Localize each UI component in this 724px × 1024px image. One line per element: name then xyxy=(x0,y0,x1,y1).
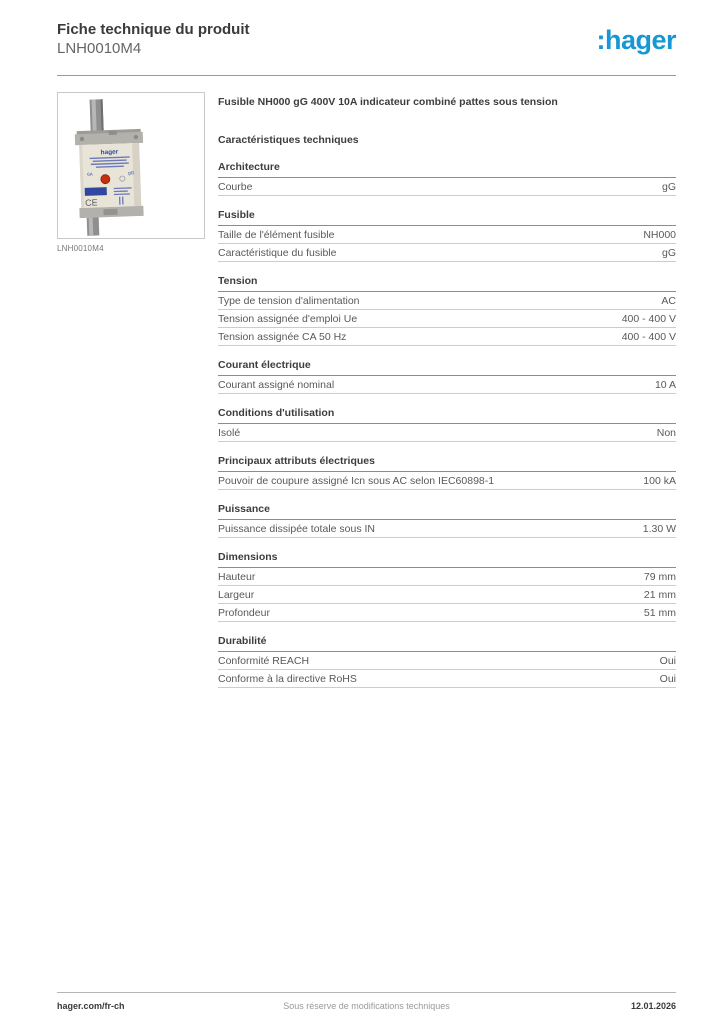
section-rows xyxy=(218,424,676,442)
spec-row xyxy=(218,586,676,604)
section-rows xyxy=(218,376,676,394)
section-rows xyxy=(218,472,676,490)
fuse-illustration xyxy=(58,93,204,238)
spec-row xyxy=(218,652,676,670)
footer-date: 12.01.2026 xyxy=(630,1001,676,1011)
spec-value: 10 A xyxy=(654,379,676,391)
svg-text:hager: hager xyxy=(100,148,119,157)
spec-label: Tension assignée CA 50 Hz xyxy=(218,331,347,343)
page-footer xyxy=(57,992,676,1011)
spec-label: Courbe xyxy=(218,181,253,193)
spec-label: Caractéristique du fusible xyxy=(218,247,337,259)
spec-row xyxy=(218,604,676,622)
product-code: LNH0010M4 xyxy=(57,40,142,57)
footer-disclaimer: Sous réserve de modifications techniques xyxy=(283,1001,450,1011)
spec-section xyxy=(218,455,676,490)
spec-section xyxy=(218,407,676,442)
spec-label: Isolé xyxy=(218,427,241,439)
section-title: Principaux attributs électriques xyxy=(218,455,676,472)
spec-label: Largeur xyxy=(218,589,255,601)
section-title: Puissance xyxy=(218,503,676,520)
spec-value: 100 kA xyxy=(643,475,676,487)
section-rows xyxy=(218,520,676,538)
spec-row xyxy=(218,568,676,586)
spec-label: Courant assigné nominal xyxy=(218,379,335,391)
page-title: Fiche technique du produit xyxy=(57,21,250,38)
spec-value: Non xyxy=(656,427,676,439)
spec-row xyxy=(218,178,676,196)
spec-row xyxy=(218,472,676,490)
spec-label: Conformité REACH xyxy=(218,655,310,667)
section-title: Durabilité xyxy=(218,635,676,652)
spec-section xyxy=(218,275,676,346)
section-rows xyxy=(218,178,676,196)
spec-value: NH000 xyxy=(643,229,676,241)
spec-value: Oui xyxy=(659,655,676,667)
section-rows xyxy=(218,292,676,346)
spec-row xyxy=(218,328,676,346)
spec-row xyxy=(218,520,676,538)
section-rows xyxy=(218,652,676,688)
spec-value: 51 mm xyxy=(643,607,676,619)
svg-text:CE: CE xyxy=(84,197,98,208)
spec-value: 79 mm xyxy=(643,571,676,583)
product-image xyxy=(57,92,205,239)
section-title: Architecture xyxy=(218,161,676,178)
hager-logo: :hager xyxy=(596,25,676,55)
spec-value: 400 - 400 V xyxy=(621,331,676,343)
product-image-caption: LNH0010M4 xyxy=(57,244,104,253)
spec-row xyxy=(218,226,676,244)
spec-label: Profondeur xyxy=(218,607,270,619)
svg-text:6A: 6A xyxy=(87,171,93,177)
spec-row xyxy=(218,670,676,688)
spec-value: 1.30 W xyxy=(642,523,676,535)
spec-value: AC xyxy=(661,295,676,307)
characteristics-heading: Caractéristiques techniques xyxy=(218,134,359,146)
spec-row xyxy=(218,424,676,442)
section-rows xyxy=(218,568,676,622)
spec-value: 400 - 400 V xyxy=(621,313,676,325)
spec-value: Oui xyxy=(659,673,676,685)
spec-label: Hauteur xyxy=(218,571,256,583)
section-title: Dimensions xyxy=(218,551,676,568)
main-content xyxy=(218,92,676,701)
section-title: Tension xyxy=(218,275,676,292)
section-title: Fusible xyxy=(218,209,676,226)
spec-value: 21 mm xyxy=(643,589,676,601)
spec-value: gG xyxy=(661,181,676,193)
spec-section xyxy=(218,161,676,196)
spec-row xyxy=(218,292,676,310)
spec-section xyxy=(218,359,676,394)
spec-value: gG xyxy=(661,247,676,259)
spec-row xyxy=(218,376,676,394)
spec-label: Conforme à la directive RoHS xyxy=(218,673,357,685)
page-header xyxy=(57,20,676,58)
section-title: Conditions d'utilisation xyxy=(218,407,676,424)
product-title: Fusible NH000 gG 400V 10A indicateur combiné pattes sous tension xyxy=(218,96,558,108)
section-title: Courant électrique xyxy=(218,359,676,376)
footer-website-link[interactable]: hager.com/fr-ch xyxy=(57,1001,125,1011)
spec-section xyxy=(218,635,676,688)
spec-row xyxy=(218,310,676,328)
spec-section xyxy=(218,503,676,538)
spec-sections xyxy=(218,161,676,688)
spec-label: Taille de l'élément fusible xyxy=(218,229,335,241)
svg-text:gG: gG xyxy=(128,170,135,176)
spec-label: Pouvoir de coupure assigné Icn sous AC selon IEC60898-1 xyxy=(218,475,495,487)
spec-section xyxy=(218,551,676,622)
section-rows xyxy=(218,226,676,262)
spec-section xyxy=(218,209,676,262)
header-divider xyxy=(57,75,676,76)
spec-label: Tension assignée d'emploi Ue xyxy=(218,313,358,325)
spec-label: Type de tension d'alimentation xyxy=(218,295,360,307)
spec-row xyxy=(218,244,676,262)
spec-label: Puissance dissipée totale sous IN xyxy=(218,523,376,535)
